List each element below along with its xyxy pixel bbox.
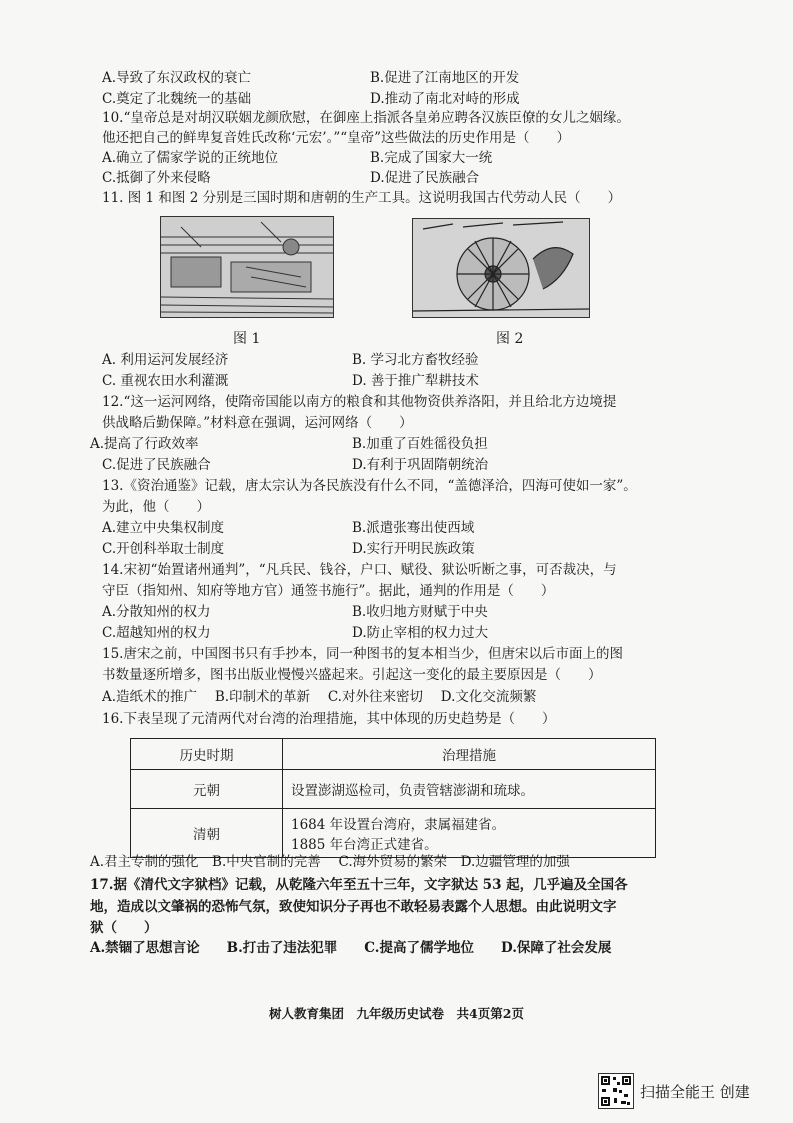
q13-option-b: B.派遣张骞出使西域 xyxy=(352,520,475,536)
q13-stem-line2: 为此，他（ ） xyxy=(102,499,210,515)
q12-stem-line1: 12.“这一运河网络，使隋帝国能以南方的粮食和其他物资供养洛阳，并且给北方边境提 xyxy=(102,394,617,410)
q12-option-a: A.提高了行政效率 xyxy=(90,436,199,452)
q15-stem-line1: 15.唐宋之前，中国图书只有手抄本，同一种图书的复本相当少，但唐宋以后市面上的图 xyxy=(102,646,623,662)
q10-stem-line1: 10.“皇帝总是对胡汉联姻龙颜欣慰，在御座上指派各皇弟应聘各汉族臣僚的女儿之姻缘。 xyxy=(102,110,630,126)
q14-stem-line1: 14.宋初“始置诸州通判”，“凡兵民、钱谷，户口、赋役、狱讼听断之事，可否裁决，与 xyxy=(102,562,617,578)
q10-option-a: A.确立了儒家学说的正统地位 xyxy=(102,150,279,166)
q9-option-a: A.导致了东汉政权的衰亡 xyxy=(102,70,252,86)
q13-stem-line1: 13.《资治通鉴》记载，唐太宗认为各民族没有什么不同，“盖德泽洽，四海可使如一家”。 xyxy=(102,478,637,494)
q12-stem-line2: 供战略后勤保障。”材料意在强调，运河网络（ ） xyxy=(102,415,413,431)
qr-code-icon xyxy=(598,1073,634,1109)
q10-option-d: D.促进了民族融合 xyxy=(370,170,480,186)
q14-stem-line2: 守臣（指知州、知府等地方官）通签书施行”。据此，通判的作用是（ ） xyxy=(102,583,555,599)
q12-option-b: B.加重了百姓徭役负担 xyxy=(352,436,488,452)
table-cell-measure xyxy=(283,809,656,858)
table-header-measure: 治理措施 xyxy=(283,739,656,770)
q13-option-c: C.开创科举取士制度 xyxy=(102,541,225,557)
q13-option-a: A.建立中央集权制度 xyxy=(102,520,225,536)
table-cell-period: 元朝 xyxy=(131,770,283,809)
q11-option-c: C. 重视农田水利灌溉 xyxy=(102,373,229,389)
table-row xyxy=(131,770,656,809)
q16-stem: 16.下表呈现了元清两代对台湾的治理措施，其中体现的历史趋势是（ ） xyxy=(102,711,556,727)
table-cell-measure: 设置澎湖巡检司，负责管辖澎湖和琉球。 xyxy=(283,770,656,809)
q11-option-b: B. 学习北方畜牧经验 xyxy=(352,352,479,368)
table-header-period: 历史时期 xyxy=(131,739,283,770)
q14-option-c: C.超越知州的权力 xyxy=(102,625,211,641)
q14-option-a: A.分散知州的权力 xyxy=(102,604,211,620)
table-header-row xyxy=(131,739,656,770)
page-footer: 树人教育集团 九年级历史试卷 共4页第2页 xyxy=(269,1006,524,1021)
q17-options: A.禁锢了思想言论 B.打击了违法犯罪 C.提高了儒学地位 D.保障了社会发展 xyxy=(90,940,612,956)
q17-stem-line1: 17.据《清代文字狱档》记载，从乾隆六年至五十三年，文字狱达 53 起，几乎遍及全国各 xyxy=(90,877,628,893)
q14-option-d: D.防止宰相的权力过大 xyxy=(352,625,489,641)
table-cell-line: 1684 年设置台湾府，隶属福建省。 xyxy=(291,817,506,833)
q10-option-b: B.完成了国家大一统 xyxy=(370,150,493,166)
q11-option-d: D. 善于推广犁耕技术 xyxy=(352,373,479,389)
q11-option-a: A. 利用运河发展经济 xyxy=(102,352,229,368)
scanner-watermark xyxy=(598,1073,788,1113)
figure-1-caption: 图 1 xyxy=(233,331,261,347)
table-row xyxy=(131,809,656,858)
q16-options: A.君主专制的强化 B.中央官制的完善 C.海外贸易的繁荣 D.边疆管理的加强 xyxy=(90,854,570,870)
figure-2-caption: 图 2 xyxy=(496,331,524,347)
q12-option-d: D.有利于巩固隋朝统治 xyxy=(352,457,489,473)
q14-option-b: B.收归地方财赋于中央 xyxy=(352,604,488,620)
q17-stem-line3: 狱（ ） xyxy=(90,920,158,936)
figure-1-image xyxy=(160,216,334,318)
q12-option-c: C.促进了民族融合 xyxy=(102,457,211,473)
governance-table xyxy=(130,738,656,858)
q15-options: A.造纸术的推广 B.印制术的革新 C.对外往来密切 D.文化交流频繁 xyxy=(102,689,537,705)
q10-stem-line2: 他还把自己的鲜卑复音姓氏改称‘元宏’。”“皇帝”这些做法的历史作用是（ ） xyxy=(102,130,571,146)
table-cell-line: 1885 年台湾正式建省。 xyxy=(291,837,438,853)
q9-option-d: D.推动了南北对峙的形成 xyxy=(370,91,520,107)
q15-stem-line2: 书数量逐所增多，图书出版业慢慢兴盛起来。引起这一变化的最主要原因是（ ） xyxy=(102,667,602,683)
q9-option-c: C.奠定了北魏统一的基础 xyxy=(102,91,252,107)
q17-stem-line2: 地，造成以文肇祸的恐怖气氛，致使知识分子再也不敢轻易表露个人思想。由此说明文字 xyxy=(90,899,617,915)
q13-option-d: D.实行开明民族政策 xyxy=(352,541,475,557)
q11-stem: 11. 图 1 和图 2 分别是三国时期和唐朝的生产工具。这说明我国古代劳动人民（ ） xyxy=(102,190,622,206)
figure-2-image xyxy=(412,218,590,318)
scanner-brand-label: 扫描全能王 创建 xyxy=(640,1083,750,1101)
q10-option-c: C.抵御了外来侵略 xyxy=(102,170,211,186)
table-cell-period: 清朝 xyxy=(131,809,283,858)
q9-option-b: B.促进了江南地区的开发 xyxy=(370,70,520,86)
